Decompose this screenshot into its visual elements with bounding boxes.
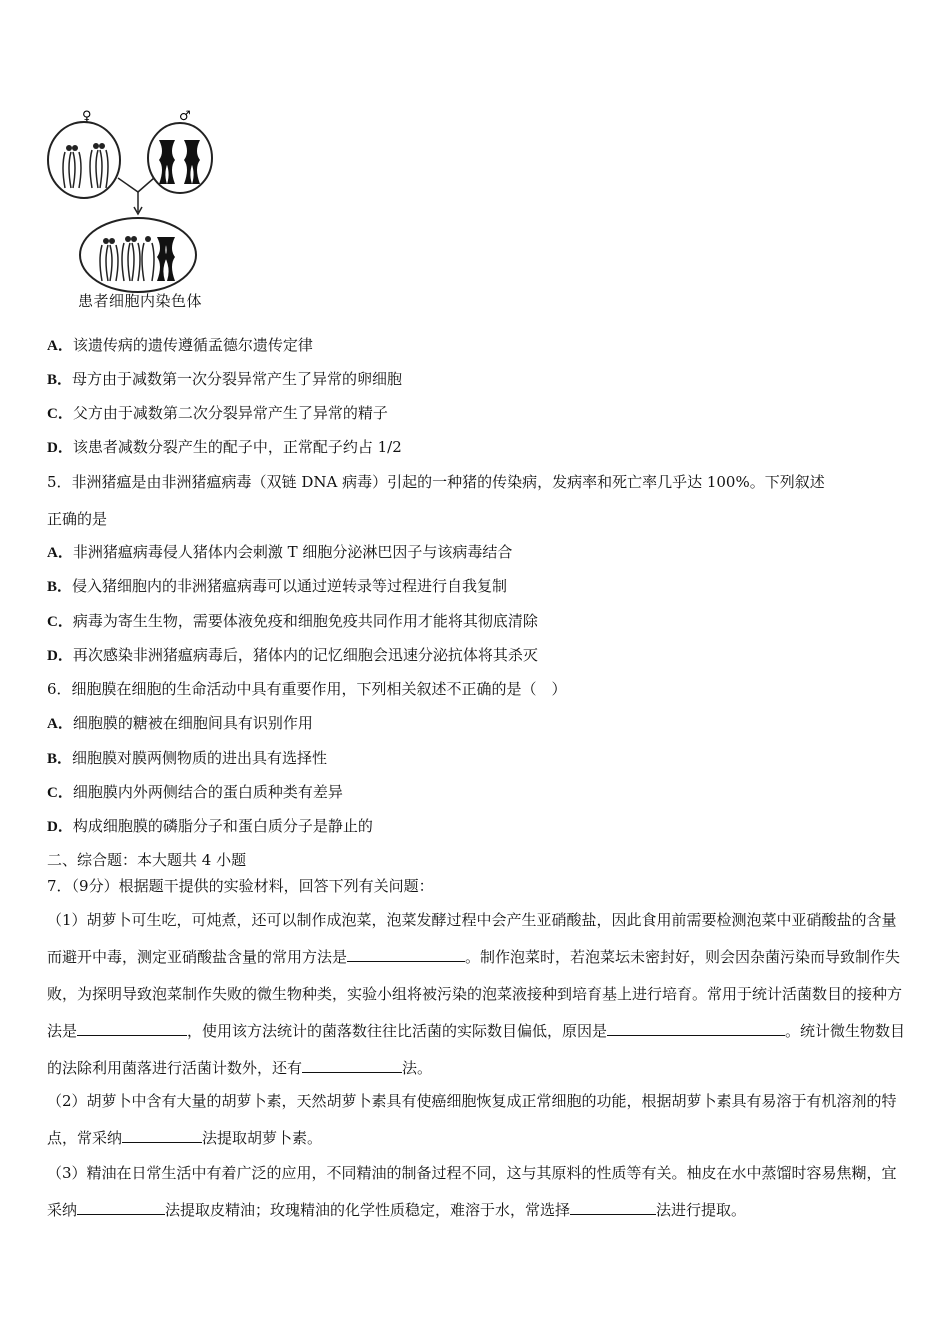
answer-blank[interactable] [347, 947, 465, 962]
q7-part2: （2）胡萝卜中含有大量的胡萝卜素，天然胡萝卜素具有使癌细胞恢复成正常细胞的功能，根据胡萝卜素具有易溶于有机溶剂的特点，常采纳 法提取胡萝卜素。 [47, 1092, 897, 1147]
answer-blank[interactable] [77, 1021, 187, 1036]
q6-option-a: A．细胞膜的糖被在细胞间具有识别作用 [47, 714, 313, 732]
q6-option-d: D．构成细胞膜的磷脂分子和蛋白质分子是静止的 [47, 817, 373, 835]
answer-blank[interactable] [302, 1058, 402, 1073]
q7-stem: 7．（9分）根据题干提供的实验材料，回答下列有关问题： [47, 877, 434, 895]
q4-option-a: A．该遗传病的遗传遵循孟德尔遗传定律 [47, 336, 313, 354]
q7-part1: （1）胡萝卜可生吃，可炖煮，还可以制作成泡菜，泡菜发酵过程中会产生亚硝酸盐，因此食用前需要检测泡菜中亚硝酸盐的含量而避开中毒，测定亚硝酸盐含量的常用方法是 。制作泡菜时，若泡菜坛未密封好，则会因杂菌污染而导致制作失败，为探明导致泡菜制作失败的微生物种类，实验小组将被污染的泡菜液接种到培育基上进行培育。常用于统计活菌数目的接种方法是 ，使用该方法统计的菌落数往往比活菌的实际数目偏低，原因是 。统计微生物数目的法除利用菌落进行活菌计数外，还有 法。 [47, 911, 906, 1077]
q5-stem-line1: 5．非洲猪瘟是由非洲猪瘟病毒（双链 DNA 病毒）引起的一种猪的传染病，发病率和死亡率几乎达 100%。下列叙述 [47, 473, 825, 491]
answer-blank[interactable] [607, 1021, 785, 1036]
q6-stem: 6．细胞膜在细胞的生命活动中具有重要作用，下列相关叙述不正确的是（ ） [47, 680, 567, 698]
chromosome-diagram [44, 100, 234, 300]
father-cell [148, 123, 212, 193]
q5-option-b: B．侵入猪细胞内的非洲猪瘟病毒可以通过逆转录等过程进行自我复制 [47, 577, 508, 595]
male-symbol: ♂ [179, 109, 191, 124]
q5-stem-line2: 正确的是 [47, 510, 108, 528]
answer-blank[interactable] [122, 1128, 202, 1143]
female-symbol: ♀ [82, 109, 92, 124]
answer-blank[interactable] [570, 1200, 656, 1215]
q6-option-c: C．细胞膜内外两侧结合的蛋白质种类有差异 [47, 783, 343, 801]
figure-caption: 患者细胞内染色体 [78, 292, 203, 310]
q5-option-d: D．再次感染非洲猪瘟病毒后，猪体内的记忆细胞会迅速分泌抗体将其杀灭 [47, 646, 538, 664]
q5-option-c: C．病毒为寄生生物，需要体液免疫和细胞免疫共同作用才能将其彻底清除 [47, 612, 538, 630]
q5-option-a: A．非洲猪瘟病毒侵人猪体内会刺激 T 细胞分泌淋巴因子与该病毒结合 [47, 543, 513, 561]
q4-option-d: D．该患者减数分裂产生的配子中，正常配子约占 1/2 [47, 438, 402, 456]
q7-part3: （3）精油在日常生活中有着广泛的应用，不同精油的制备过程不同，这与其原料的性质等有关。柚皮在水中蒸馏时容易焦糊，宜采纳 法提取皮精油；玫瑰精油的化学性质稳定，难溶于水，常选择 法进行提取。 [47, 1164, 897, 1219]
q4-option-c: C．父方由于减数第二次分裂异常产生了异常的精子 [47, 404, 388, 422]
section-heading: 二、综合题：本大题共 4 小题 [47, 851, 247, 869]
q4-option-b: B．母方由于减数第一次分裂异常产生了异常的卵细胞 [47, 370, 403, 388]
answer-blank[interactable] [77, 1200, 165, 1215]
mother-cell [48, 122, 120, 198]
q6-option-b: B．细胞膜对膜两侧物质的进出具有选择性 [47, 749, 328, 767]
